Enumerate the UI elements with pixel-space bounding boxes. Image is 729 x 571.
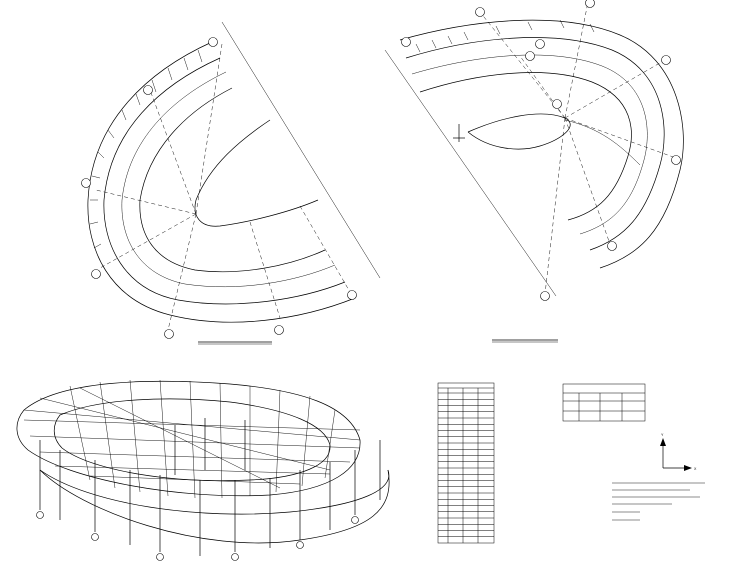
axis-x-label: X bbox=[694, 467, 697, 471]
grid-bubble bbox=[672, 156, 681, 165]
left-plan-ring-4 bbox=[140, 88, 325, 272]
grid-bubble bbox=[92, 534, 99, 541]
right-plan-boundary-line bbox=[385, 50, 556, 296]
grid-bubble bbox=[157, 554, 164, 561]
table-main bbox=[438, 383, 494, 543]
left-plan-outer-ring bbox=[88, 42, 355, 322]
left-plan-inner-oval bbox=[195, 120, 318, 226]
grid-bubble bbox=[586, 0, 595, 8]
left-plan-radial bbox=[96, 190, 196, 214]
table-main-frame bbox=[438, 383, 494, 543]
north-symbol bbox=[453, 124, 465, 142]
right-plan-radial bbox=[545, 118, 565, 294]
grid-bubble bbox=[232, 554, 239, 561]
right-plan-inner-curve bbox=[565, 120, 640, 165]
left-plan-dim-ticks bbox=[90, 50, 202, 248]
left-plan-radial bbox=[100, 214, 196, 268]
left-plan bbox=[82, 22, 381, 344]
iso-roof-grid bbox=[24, 380, 360, 498]
left-plan-radial bbox=[300, 206, 350, 292]
left-plan-radial bbox=[168, 214, 196, 330]
right-plan-radial bbox=[565, 2, 588, 118]
axis-y-label: Y bbox=[661, 433, 664, 437]
grid-bubble bbox=[165, 330, 174, 339]
left-plan-radial bbox=[150, 90, 196, 214]
left-plan-boundary-line bbox=[222, 22, 380, 278]
grid-bubble bbox=[275, 326, 284, 335]
right-plan-radial bbox=[520, 56, 565, 118]
grid-bubble bbox=[348, 291, 357, 300]
iso-columns bbox=[40, 418, 380, 556]
right-plan-ring-2 bbox=[406, 38, 664, 250]
grid-bubble bbox=[209, 38, 218, 47]
right-plan-radial bbox=[480, 12, 565, 118]
notes-block bbox=[612, 483, 705, 520]
grid-bubble bbox=[536, 40, 545, 49]
right-plan-radial bbox=[565, 118, 610, 244]
right-plan-inner-oval bbox=[468, 114, 570, 149]
left-plan-ring-2 bbox=[104, 58, 345, 304]
axis-y-arrow bbox=[660, 438, 666, 446]
left-plan-radial bbox=[196, 44, 222, 214]
grid-bubble bbox=[82, 179, 91, 188]
right-plan-ring-3 bbox=[412, 55, 647, 234]
grid-bubble bbox=[37, 512, 44, 519]
iso-base-front bbox=[40, 470, 389, 514]
right-plan-radial bbox=[565, 60, 665, 118]
grid-bubble bbox=[541, 292, 550, 301]
grid-bubble bbox=[553, 100, 562, 109]
grid-bubble bbox=[144, 86, 153, 95]
right-plan-dim-ticks bbox=[416, 20, 594, 52]
grid-bubble bbox=[526, 52, 535, 61]
left-plan-radial bbox=[250, 222, 280, 318]
grid-bubble bbox=[297, 542, 304, 549]
right-plan-radial bbox=[565, 118, 676, 158]
axis-symbol bbox=[660, 433, 697, 471]
grid-bubble bbox=[476, 8, 485, 17]
table-small bbox=[563, 384, 645, 421]
table-main-rows bbox=[438, 399, 494, 537]
table-small-frame bbox=[563, 384, 645, 421]
grid-bubble bbox=[662, 56, 671, 65]
left-plan-ring-3 bbox=[122, 72, 335, 287]
right-plan-outer-ring bbox=[400, 20, 683, 268]
grid-bubble bbox=[352, 517, 359, 524]
right-plan bbox=[385, 0, 683, 342]
grid-bubble bbox=[608, 242, 617, 251]
iso-roof-inner bbox=[54, 399, 330, 481]
iso-roof-outline bbox=[17, 381, 360, 495]
axis-x-arrow bbox=[684, 465, 692, 471]
grid-bubble bbox=[402, 38, 411, 47]
grid-bubble bbox=[92, 270, 101, 279]
isometric-view bbox=[17, 380, 389, 561]
